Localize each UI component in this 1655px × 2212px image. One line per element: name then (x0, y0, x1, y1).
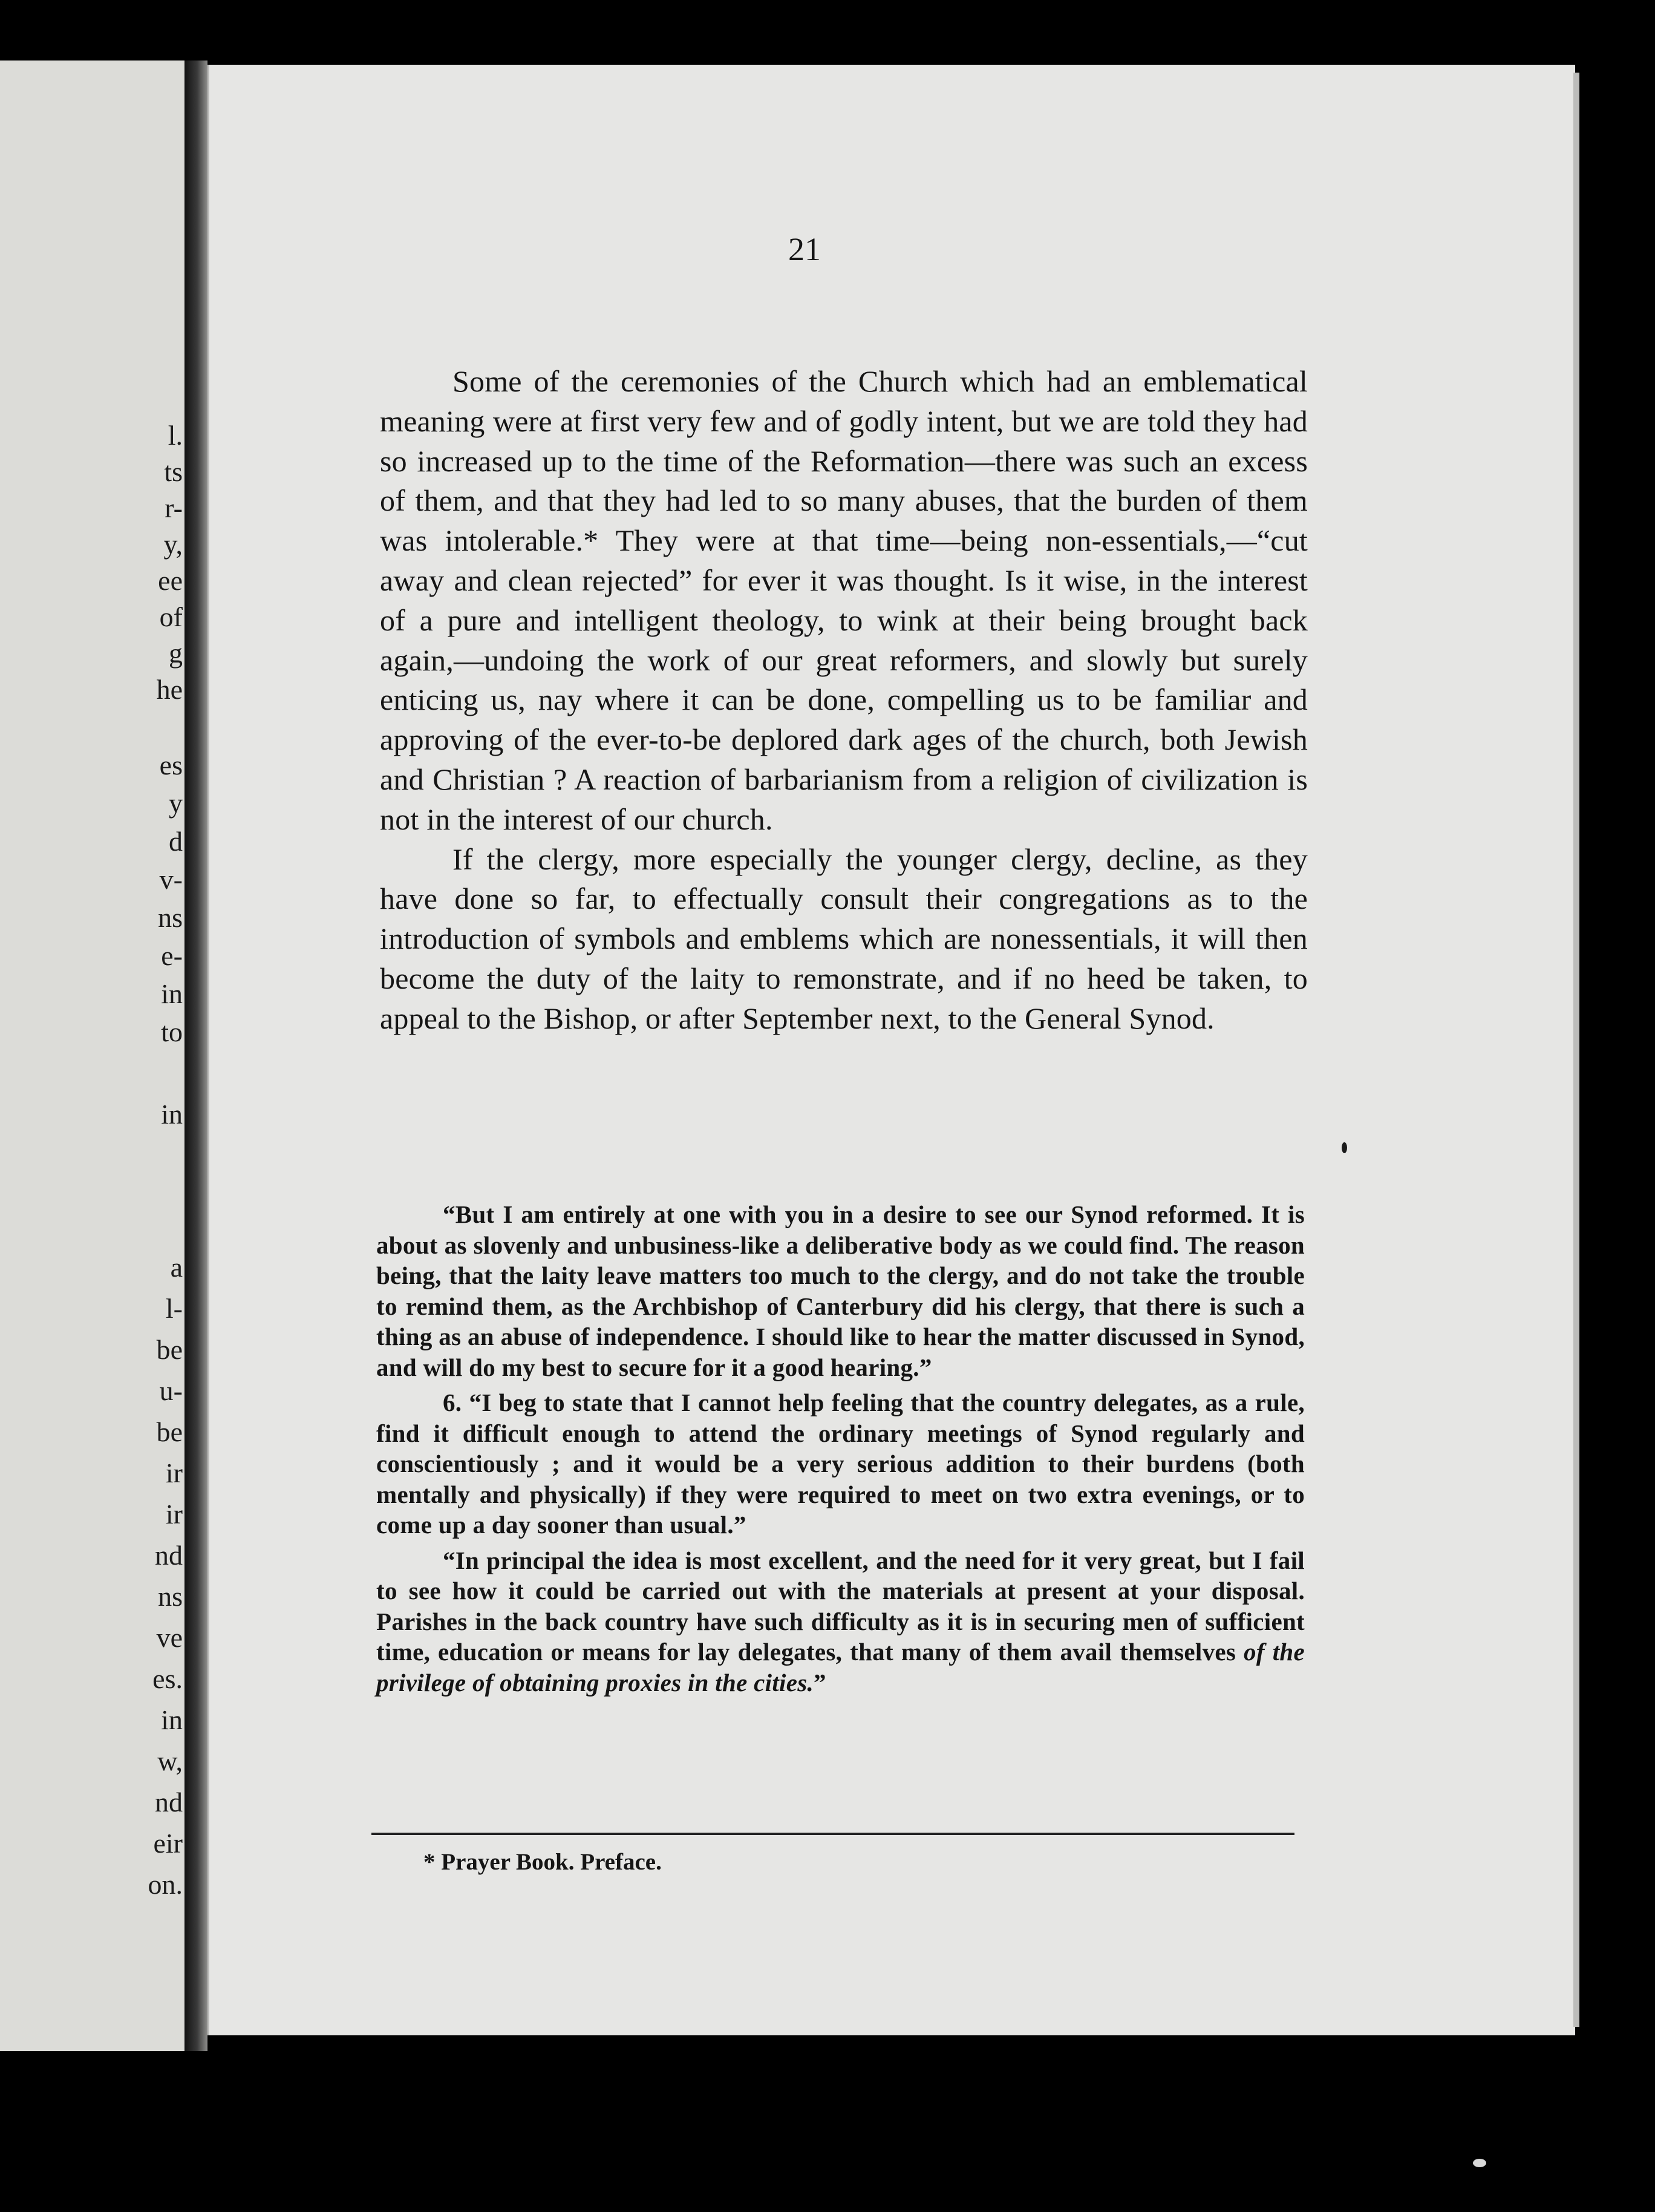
facing-page-fragment: he (156, 674, 183, 705)
footnote: * Prayer Book. Preface. (423, 1849, 662, 1875)
page-sheet (207, 65, 1575, 2035)
facing-page-fragment: nd (155, 1540, 183, 1571)
facing-page-fragment: in (161, 1099, 183, 1130)
scan-speck (1342, 1142, 1347, 1153)
quote-text: “In principal the idea is most excellent, and the need for it very great, but I fail to see how it could be carried out with the materials at present at your disposal. Parishes in the back country have such difficulty as it is in securing men of sufficient time, education or means for lay delegates, that many of them avail themselves (376, 1546, 1305, 1666)
scan-speck (1473, 2159, 1486, 2167)
page-edge (1573, 73, 1579, 2027)
paragraph: Some of the ceremonies of the Church which had an emblematical meaning were at first very few and of godly intent, but we are told they had so increased up to the time of the Reformation—there was such an excess of them, and that they had led to so many abuses, that the burden of them was intolerable.* They were at that time—being non-essentials,—“cut away and clean rejected” for ever it was thought. Is it wise, in the interest of a pure and intelligent theology, to wink at their being brought back again,—undoing the work of our great reformers, and slowly but surely enticing us, nay where it can be done, compelling us to be familiar and approving of the ever-to-be deplored dark ages of the church, both Jewish and Christian ? A reaction of barbarianism from a religion of civilization is not in the interest of our church. (380, 364, 1308, 836)
facing-page-fragment: d (169, 826, 183, 857)
facing-page-fragment: y (169, 788, 183, 819)
facing-page-fragment: g (169, 638, 183, 669)
facing-page-fragment: be (156, 1334, 183, 1365)
facing-page-fragment: to (161, 1016, 183, 1047)
facing-page-fragment: in (161, 978, 183, 1009)
facing-page-fragment: ns (158, 1581, 183, 1612)
page-number: 21 (788, 231, 821, 267)
facing-page-fragment: ir (165, 1458, 183, 1488)
facing-page-fragment: r- (165, 492, 183, 523)
paragraph: If the clergy, more especially the younger clergy, decline, as they have done so far, to effectually consult their congregations as to the introduction of symbols and emblems which are nonessentials, it will then become the duty of the laity to remonstrate, and if no heed be taken, to appeal to the Bishop, or after September next, to the General Synod. (380, 842, 1308, 1035)
facing-page-fragment: a (170, 1252, 183, 1283)
quoted-correspondence (376, 1199, 1305, 1703)
quote-paragraph: “But I am entirely at one with you in a desire to see our Synod reformed. It is about as slovenly and unbusiness-like a deliberative body as we could find. The reason being, that the laity leave matters too much to the clergy, and do not take the trouble to remind them, as the Archbishop of Canterbury did his clergy, that there is such a thing as an abuse of independence. I should like to hear the matter discussed in Synod, and will do my best to secure for it a good hearing.” (376, 1200, 1305, 1381)
footnote-rule (371, 1833, 1294, 1835)
facing-page-fragment: es. (152, 1663, 183, 1694)
facing-page-fragment: y, (163, 529, 183, 560)
quote-paragraph: 6. “I beg to state that I cannot help feeling that the country delegates, as a rule, find it difficult enough to attend the ordinary meetings of Synod regularly and conscientiously ; and it would be a very serious addition to their burdens (both mentally and physically) if they were required to meet on two extra evenings, or to come up a day sooner than usual.” (376, 1389, 1305, 1539)
facing-page-fragment: v- (159, 864, 183, 895)
facing-page-fragment: ir (165, 1499, 183, 1530)
quote-paragraph (376, 1545, 1305, 1698)
facing-page-fragment: w, (157, 1746, 183, 1776)
facing-page-fragment: ve (156, 1622, 183, 1653)
body-text (380, 362, 1308, 1039)
book-gutter (184, 61, 207, 2051)
facing-page-fragment: es (159, 750, 183, 780)
facing-page-fragment: in (161, 1704, 183, 1735)
quote-emphasis: of the privilege of obtaining proxies in the cities. (376, 1638, 1305, 1697)
facing-page-fragment: u- (159, 1375, 183, 1406)
facing-page-fragment: e- (161, 940, 183, 971)
facing-page-fragment: of (159, 601, 183, 632)
facing-page-fragment: ns (158, 902, 183, 933)
facing-page-fragment: eir (153, 1828, 183, 1859)
facing-page-fragment: ee (158, 565, 183, 596)
facing-page-fragment: l- (165, 1293, 183, 1324)
facing-page-fragment: nd (155, 1787, 183, 1818)
quote-close: ” (814, 1668, 826, 1697)
facing-page-fragment: be (156, 1416, 183, 1447)
facing-page-fragment: on. (148, 1869, 183, 1900)
facing-page-edge (0, 61, 184, 2051)
facing-page-fragment: l. (168, 420, 183, 451)
facing-page-fragment: ts (164, 456, 183, 487)
